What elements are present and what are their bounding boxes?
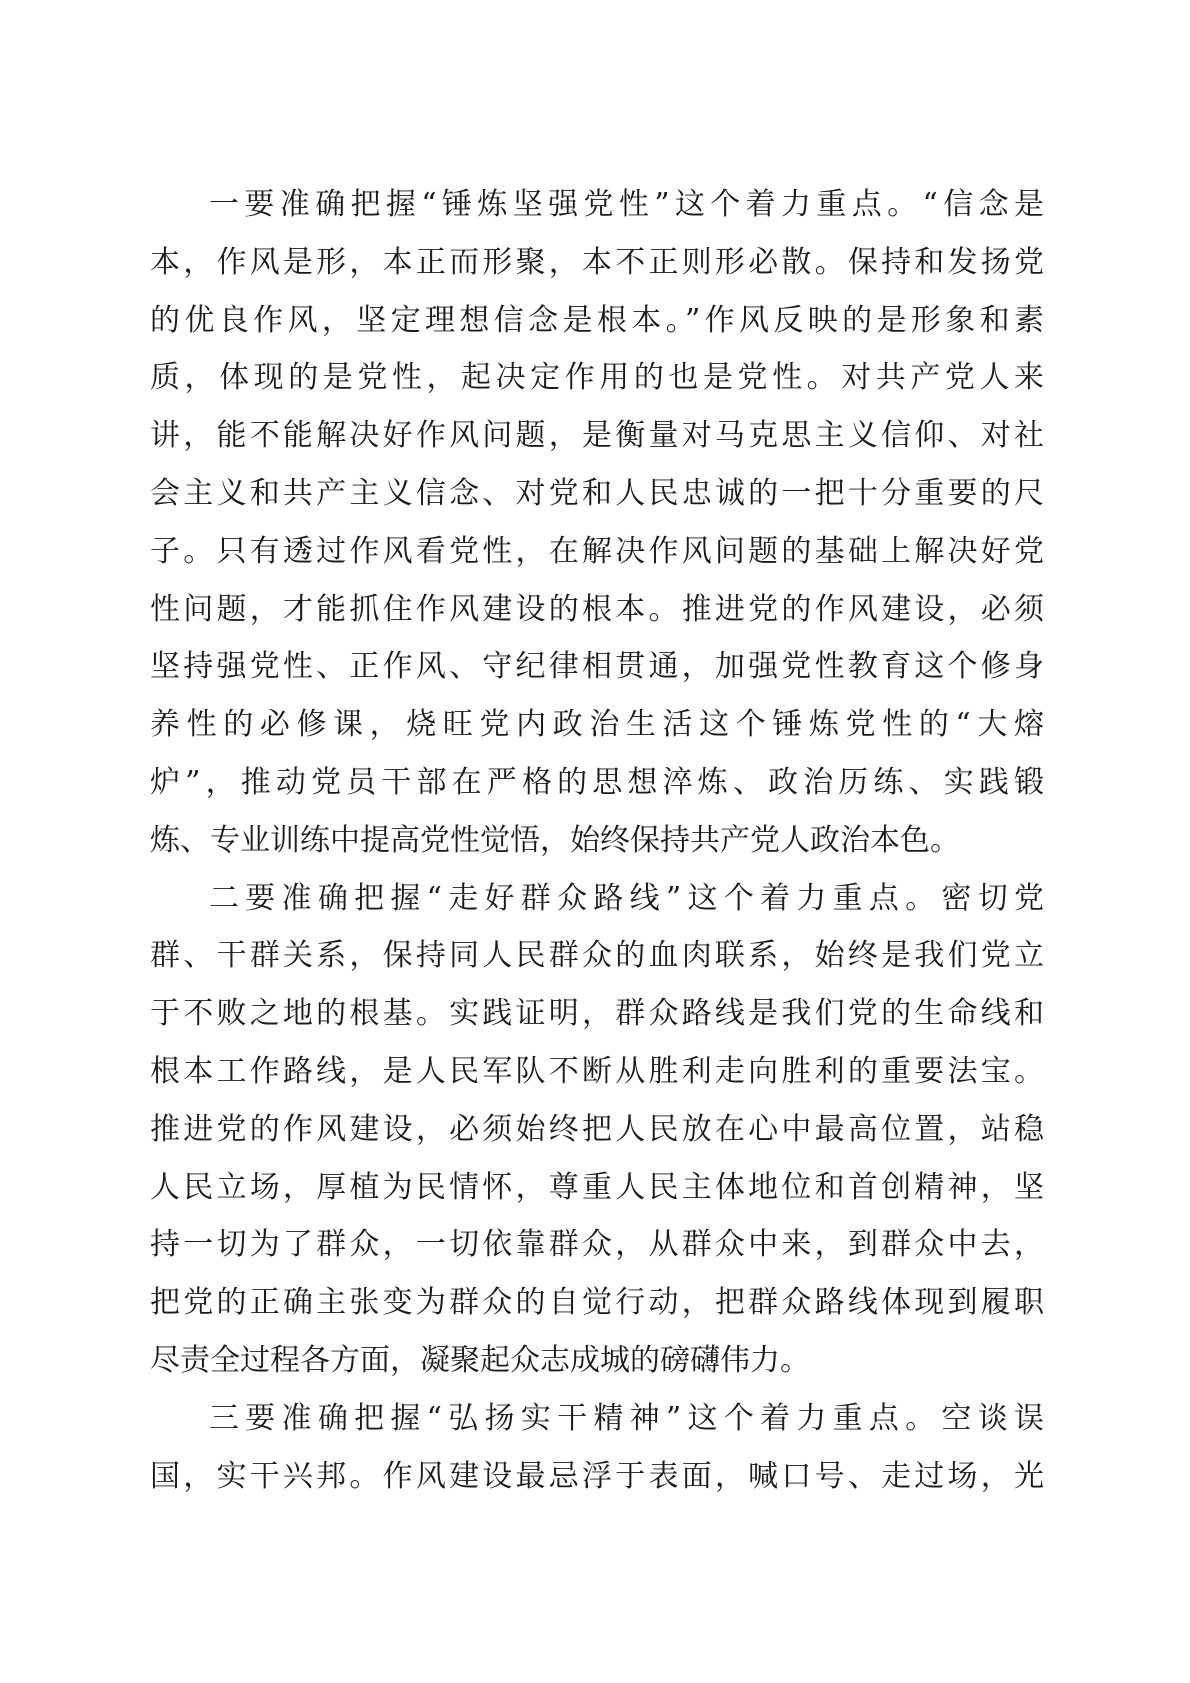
paragraph-line: 本，作风是形，本正而形聚，本不正则形必散。保持和发扬党: [150, 244, 1044, 280]
paragraph-line: 一要准确把握“锤炼坚强党性”这个着力重点。“信念是: [209, 187, 1044, 222]
paragraph-line: 把党的正确主张变为群众的自觉行动，把群众路线体现到履职: [150, 1285, 1044, 1321]
paragraph-line: 于不败之地的根基。实践证明，群众路线是我们党的生命线和: [150, 996, 1044, 1032]
paragraph-2: [150, 870, 1044, 1390]
paragraph-line: 群、干群关系，保持同人民群众的血肉联系，始终是我们党立: [150, 938, 1044, 974]
paragraph-line: 养性的必修课，烧旺党内政治生活这个锤炼党性的“大熔: [150, 707, 1044, 743]
paragraph-line: 国，实干兴邦。作风建设最忌浮于表面，喊口号、走过场，光: [150, 1458, 1044, 1494]
paragraph-line: 质，体现的是党性，起决定作用的也是党性。对共产党人来: [150, 360, 1044, 396]
paragraph-line: 的优良作风，坚定理想信念是根本。”作风反映的是形象和素: [150, 302, 1044, 338]
paragraph-line: 尽责全过程各方面，凝聚起众志成城的磅礴伟力。: [150, 1342, 810, 1378]
paragraph-line: 三要准确把握“弘扬实干精神”这个着力重点。空谈误: [209, 1400, 1044, 1436]
paragraph-line: 二要准确把握“走好群众路线”这个着力重点。密切党: [209, 880, 1044, 916]
paragraph-line: 讲，能不能解决好作风问题，是衡量对马克思主义信仰、对社: [150, 418, 1044, 454]
paragraph-line: 根本工作路线，是人民军队不断从胜利走向胜利的重要法宝。: [150, 1053, 1044, 1089]
paragraph-line: 坚持强党性、正作风、守纪律相贯通，加强党性教育这个修身: [150, 649, 1044, 685]
paragraph-line: 人民立场，厚植为民情怀，尊重人民主体地位和首创精神，坚: [150, 1169, 1044, 1205]
paragraph-line: 炉”，推动党员干部在严格的思想淬炼、政治历练、实践锻: [150, 764, 1044, 800]
paragraph-1: [150, 176, 1044, 870]
paragraph-line: 性问题，才能抓住作风建设的根本。推进党的作风建设，必须: [150, 591, 1044, 627]
paragraph-line: 会主义和共产主义信念、对党和人民忠诚的一把十分重要的尺: [150, 475, 1044, 511]
document-body: [150, 176, 1044, 1505]
paragraph-line: 推进党的作风建设，必须始终把人民放在心中最高位置，站稳: [150, 1111, 1044, 1147]
paragraph-3: [150, 1390, 1044, 1506]
paragraph-line: 持一切为了群众，一切依靠群众，从群众中来，到群众中去，: [150, 1227, 1044, 1263]
paragraph-line: 炼、专业训练中提高党性觉悟，始终保持共产党人政治本色。: [150, 822, 960, 858]
paragraph-line: 子。只有透过作风看党性，在解决作风问题的基础上解决好党: [150, 533, 1044, 569]
